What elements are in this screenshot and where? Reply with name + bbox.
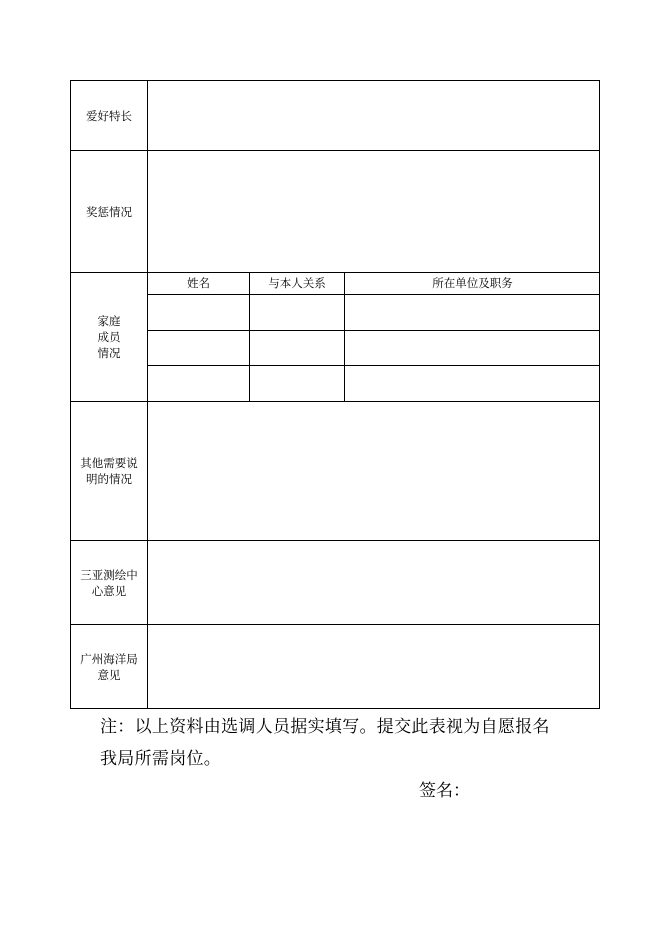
sanya-opinion-label: 三亚测绘中 心意见 (80, 567, 138, 598)
family-employer-field[interactable] (345, 366, 599, 401)
family-relation-field[interactable] (250, 295, 344, 330)
family-col-name-header: 姓名 (187, 276, 210, 290)
guangzhou-opinion-label: 广州海洋局 意见 (80, 652, 138, 682)
note-line-2: 我局所需岗位。 (100, 749, 222, 769)
family-col-employer-header: 所在单位及职务 (432, 276, 513, 290)
family-members-label: 家庭 成员 情况 (97, 314, 121, 360)
family-name-field[interactable] (148, 295, 249, 330)
note-line-1: 注：以上资料由选调人员据实填写。提交此表视为自愿报名 (100, 717, 550, 737)
hobbies-field[interactable] (148, 81, 599, 150)
sanya-opinion-field[interactable] (148, 541, 599, 624)
family-employer-field[interactable] (345, 331, 599, 365)
other-situation-label: 其他需要说 明的情况 (80, 456, 138, 486)
family-name-field[interactable] (148, 331, 249, 365)
other-situation-field[interactable] (148, 402, 599, 540)
guangzhou-opinion-field[interactable] (148, 625, 599, 708)
family-relation-field[interactable] (250, 331, 344, 365)
family-col-relation-header: 与本人关系 (268, 276, 326, 290)
signature-label: 签名： (419, 781, 470, 801)
rewards-label: 奖惩情况 (86, 204, 132, 219)
family-name-field[interactable] (148, 366, 249, 401)
hobbies-label: 爱好特长 (86, 108, 132, 123)
family-employer-field[interactable] (345, 295, 599, 330)
rewards-field[interactable] (148, 151, 599, 272)
family-relation-field[interactable] (250, 366, 344, 401)
